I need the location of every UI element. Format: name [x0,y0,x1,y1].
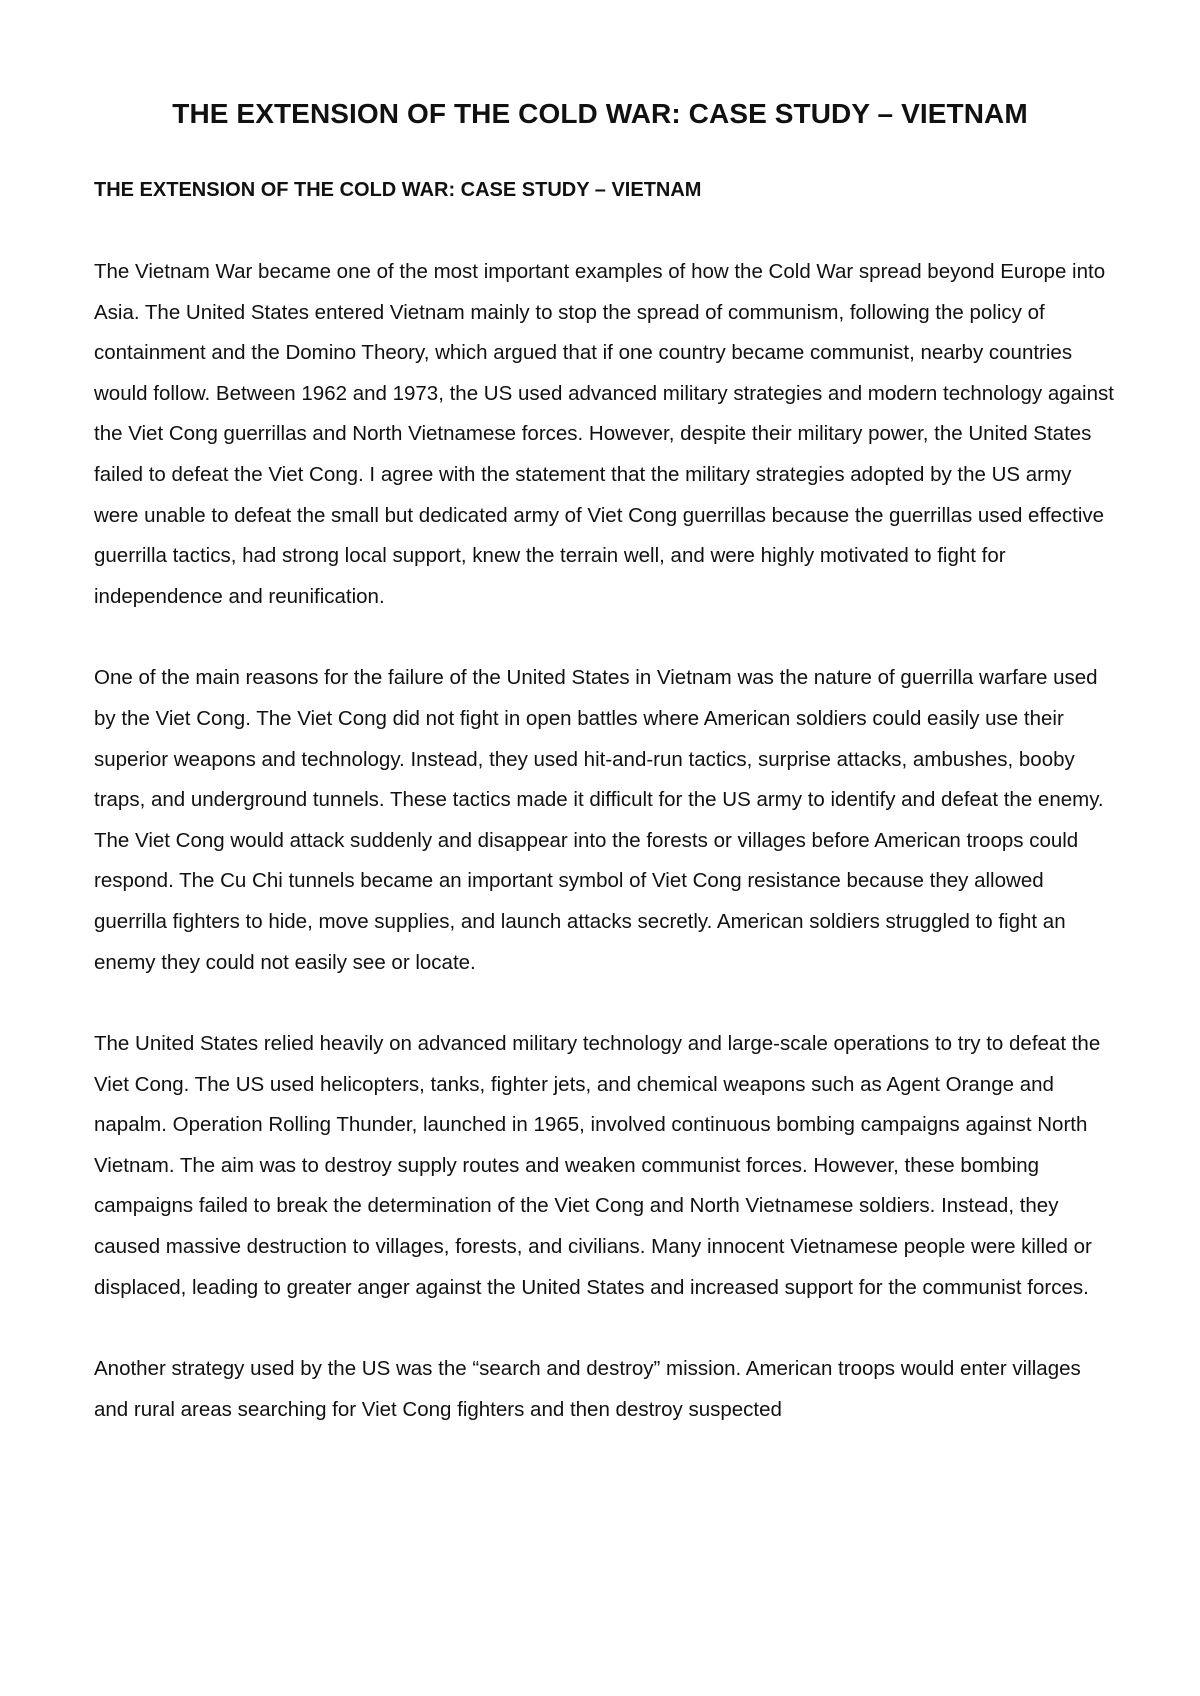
paragraph-search-and-destroy: Another strategy used by the US was the “search and destroy” mission. American troops would enter villages and rural areas searching for Viet Cong fighters and then destroy suspected [94,1357,1081,1421]
paragraph-introduction: The Vietnam War became one of the most important examples of how the Cold War spread beyond Europe into Asia. The United States entered Vietnam mainly to stop the spread of communism, following the policy of containment and the Domino Theory, which argued that if one country became communist, nearby countries would follow. Between 1962 and 1973, the US used advanced military strategies and modern technology against the Viet Cong guerrillas and North Vietnamese forces. However, despite their military power, the United States failed to defeat the Viet Cong. I agree with the statement that the military strategies adopted by the US army were unable to defeat the small but dedicated army of Viet Cong guerrillas because the guerrillas used effective guerrilla tactics, had strong local support, knew the terrain well, and were highly motivated to fight for independence and reunification. [94,260,1114,608]
document-subtitle: THE EXTENSION OF THE COLD WAR: CASE STUDY – VIETNAM [94,179,702,201]
document-title: THE EXTENSION OF THE COLD WAR: CASE STUDY – VIETNAM [172,98,1028,129]
document-body [94,252,1120,1430]
paragraph-military-technology: The United States relied heavily on advanced military technology and large-scale operations to try to defeat the Viet Cong. The US used helicopters, tanks, fighter jets, and chemical weapons such as Agent Orange and napalm. Operation Rolling Thunder, launched in 1965, involved continuous bombing campaigns against North Vietnam. The aim was to destroy supply routes and weaken communist forces. However, these bombing campaigns failed to break the determination of the Viet Cong and North Vietnamese soldiers. Instead, they caused massive destruction to villages, forests, and civilians. Many innocent Vietnamese people were killed or displaced, leading to greater anger against the United States and increased support for the communist forces. [94,1032,1101,1299]
paragraph-guerrilla-warfare: One of the main reasons for the failure of the United States in Vietnam was the nature of guerrilla warfare used by the Viet Cong. The Viet Cong did not fight in open battles where American soldiers could easily use their superior weapons and technology. Instead, they used hit-and-run tactics, surprise attacks, ambushes, booby traps, and underground tunnels. These tactics made it difficult for the US army to identify and defeat the enemy. The Viet Cong would attack suddenly and disappear into the forests or villages before American troops could respond. The Cu Chi tunnels became an important symbol of Viet Cong resistance because they allowed guerrilla fighters to hide, move supplies, and launch attacks secretly. American soldiers struggled to fight an enemy they could not easily see or locate. [94,666,1104,974]
